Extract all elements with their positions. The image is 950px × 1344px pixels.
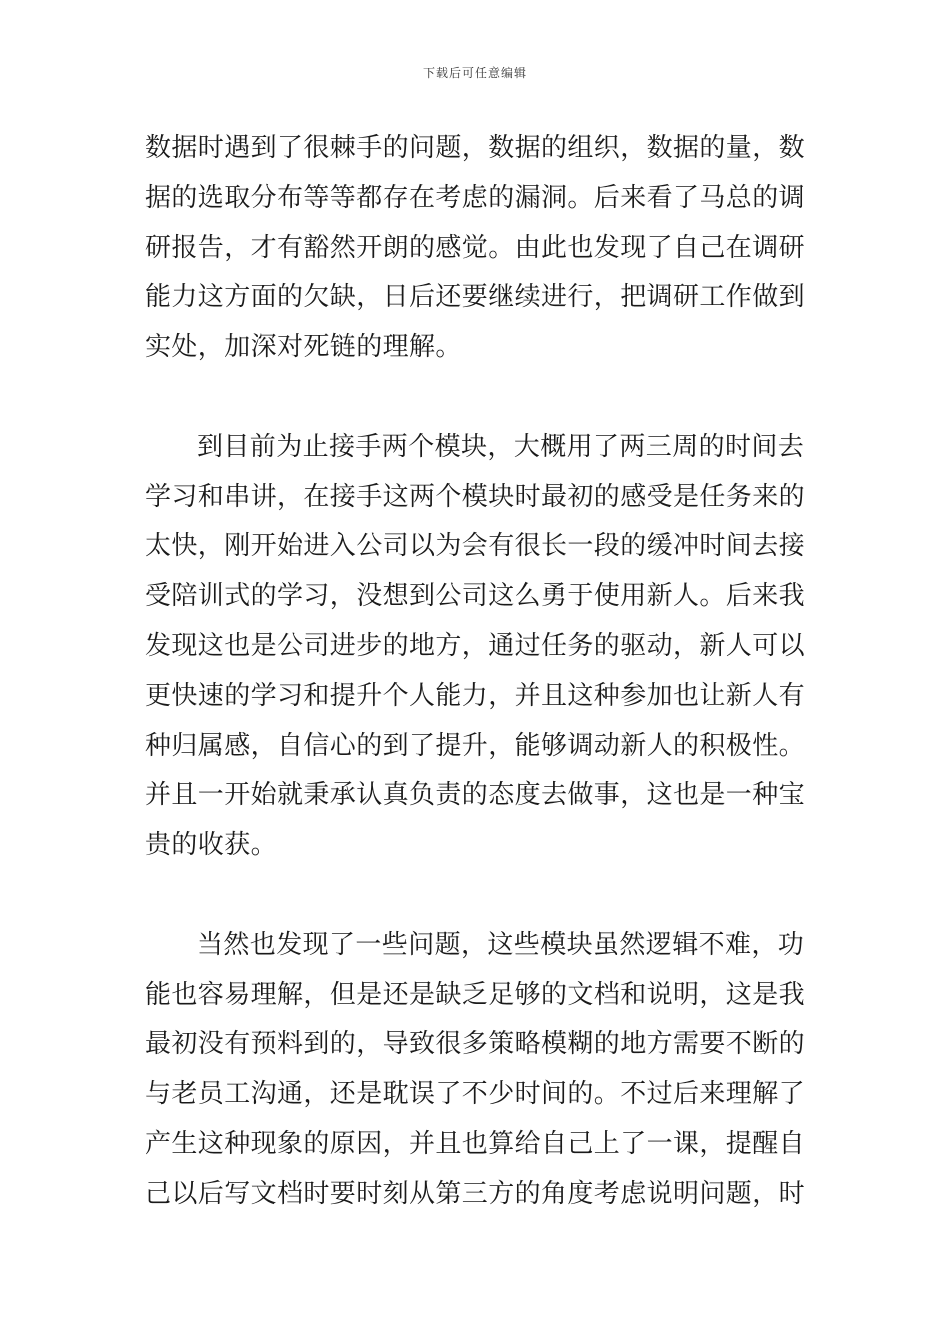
paragraph-3 xyxy=(145,921,807,1220)
paragraph-line: 受陪训式的学习，没想到公司这么勇于使用新人。后来我 xyxy=(145,581,806,612)
paragraph-line: 种归属感，自信心的到了提升，能够调动新人的积极性。 xyxy=(145,730,806,761)
paragraph-line: 能力这方面的欠缺，日后还要继续进行，把调研工作做到 xyxy=(145,282,806,313)
paragraph-line: 数据时遇到了很棘手的问题，数据的组织，数据的量，数 xyxy=(145,133,806,163)
paragraph-line: 太快，刚开始进入公司以为会有很长一段的缓冲时间去接 xyxy=(145,531,806,562)
document-body xyxy=(145,124,807,1220)
paragraph-2 xyxy=(145,423,807,871)
paragraph-line: 与老员工沟通，还是耽误了不少时间的。不过后来理解了 xyxy=(145,1079,806,1110)
paragraph-line: 产生这种现象的原因，并且也算给自己上了一课，提醒自 xyxy=(145,1128,806,1159)
paragraph-line: 研报告，才有豁然开朗的感觉。由此也发现了自己在调研 xyxy=(145,232,806,263)
page-header: 下载后可任意编辑 xyxy=(422,66,527,80)
paragraph-line: 学习和串讲，在接手这两个模块时最初的感受是任务来的 xyxy=(145,481,806,512)
paragraph-line: 最初没有预料到的，导致很多策略模糊的地方需要不断的 xyxy=(145,1029,806,1060)
paragraph-line: 并且一开始就秉承认真负责的态度去做事，这也是一种宝 xyxy=(145,780,806,811)
paragraph-line: 能也容易理解，但是还是缺乏足够的文档和说明，这是我 xyxy=(145,979,806,1010)
paragraph-line: 更快速的学习和提升个人能力，并且这种参加也让新人有 xyxy=(145,680,806,711)
paragraph-line: 当然也发现了一些问题，这些模块虽然逻辑不难，功 xyxy=(197,929,805,960)
paragraph-line: 己以后写文档时要时刻从第三方的角度考虑说明问题，时 xyxy=(145,1178,806,1209)
paragraph-line: 到目前为止接手两个模块，大概用了两三周的时间去 xyxy=(197,431,805,462)
paragraph-line: 据的选取分布等等都存在考虑的漏洞。后来看了马总的调 xyxy=(145,182,806,213)
paragraph-line: 实处，加深对死链的理解。 xyxy=(145,332,462,363)
paragraph-line: 贵的收获。 xyxy=(145,830,278,861)
paragraph-line: 发现这也是公司进步的地方，通过任务的驱动，新人可以 xyxy=(145,630,806,661)
paragraph-1 xyxy=(145,124,807,373)
